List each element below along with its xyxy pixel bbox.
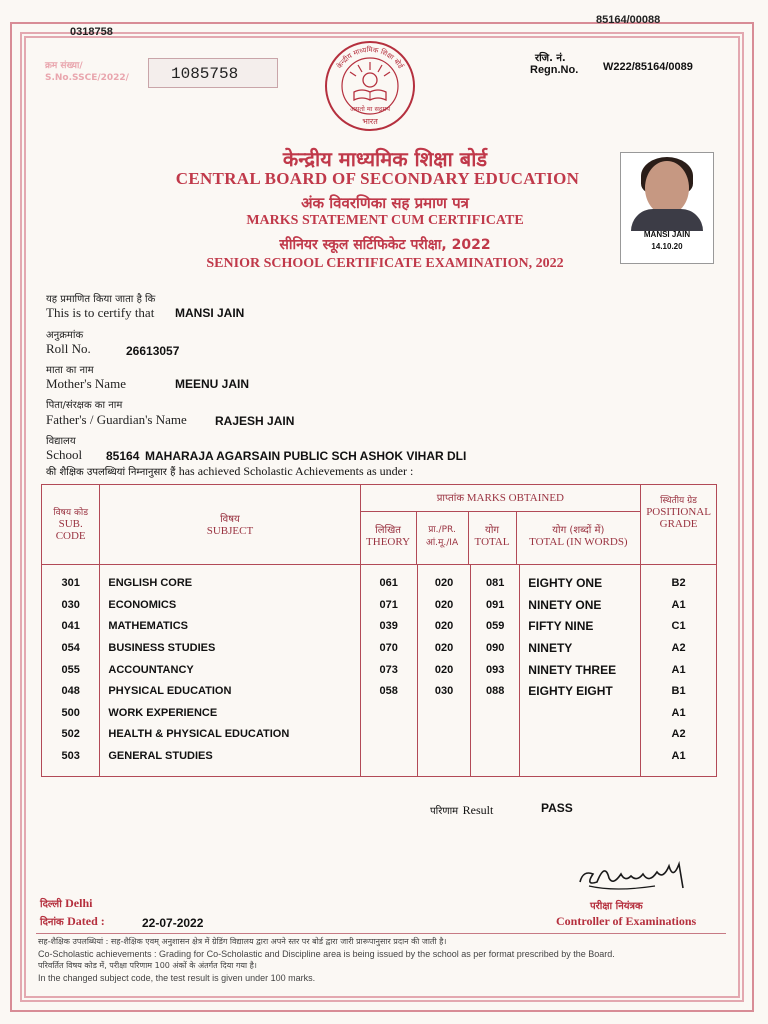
theory-marks: 039 [360, 616, 417, 638]
theory-marks: 071 [360, 594, 417, 616]
footer-line-1: सह-शैक्षिक उपलब्धियां : सह-शैक्षिक एवम् अनुशासन क्षेत्र में ग्रेडिंग विद्यालय द्वारा अपने स्तर पर बोर्ड द्वारा जारी प्रारूपानुसार प्रदान की जाती है। [38, 937, 447, 946]
total-in-words [520, 702, 641, 724]
total-marks: 091 [471, 594, 520, 616]
header-grade: स्थितीय ग्रेड POSITIONAL GRADE [641, 485, 717, 565]
subject-name: ECONOMICS [100, 594, 360, 616]
header-code: विषय कोड SUB. CODE [42, 485, 100, 565]
subject-name: BUSINESS STUDIES [100, 637, 360, 659]
header-subject: विषय SUBJECT [100, 485, 360, 565]
theory-marks: 061 [360, 573, 417, 595]
achievement-label-hi: की शैक्षिक उपलब्धियां निम्नानुसार हैं [46, 467, 176, 478]
subject-code: 054 [42, 637, 100, 659]
table-row [42, 616, 717, 638]
practical-marks: 020 [417, 573, 470, 595]
subject-code: 500 [42, 702, 100, 724]
practical-marks: 020 [417, 616, 470, 638]
dated-value: 22-07-2022 [142, 916, 204, 930]
total-marks: 090 [471, 637, 520, 659]
positional-grade: B1 [641, 680, 717, 702]
certify-label-en: This is to certify that [46, 305, 155, 320]
serial-number-right: 85164/00088 [596, 14, 661, 26]
subject-name: MATHEMATICS [100, 616, 360, 638]
sno-value: 1085758 [148, 58, 278, 88]
subject-code: 503 [42, 745, 100, 767]
exam-title-hi: सीनियर स्कूल सर्टिफिकेट परीक्षा, 2022 [279, 237, 491, 253]
subject-code: 041 [42, 616, 100, 638]
subject-name: GENERAL STUDIES [100, 745, 360, 767]
subject-code: 502 [42, 724, 100, 746]
achievement-line [46, 464, 413, 479]
header-total: योग TOTAL [469, 512, 517, 564]
positional-grade: A1 [641, 659, 717, 681]
header-theory: लिखित THEORY [361, 512, 417, 564]
footer-line-4: In the changed subject code, the test result is given under 100 marks. [38, 973, 316, 983]
table-row [42, 702, 717, 724]
table-row [42, 724, 717, 746]
board-title-hi: केन्द्रीय माध्यमिक शिक्षा बोर्ड [282, 147, 488, 171]
practical-marks: 030 [417, 680, 470, 702]
theory-marks [360, 724, 417, 746]
emblem-bottom-text: भारत [362, 117, 378, 126]
school-label-en: School [46, 447, 83, 462]
achievement-label-en: has achieved Scholastic Achievements as under : [178, 464, 414, 478]
positional-grade: A1 [641, 702, 717, 724]
roll-label-hi: अनुक्रमांक [46, 330, 84, 341]
place-hi: दिल्ली [40, 899, 62, 910]
student-photo [620, 152, 714, 264]
positional-grade: C1 [641, 616, 717, 638]
total-marks [471, 724, 520, 746]
table-row [42, 594, 717, 616]
total-in-words: NINETY ONE [520, 594, 641, 616]
total-in-words [520, 745, 641, 767]
mother-label-hi: माता का नाम [46, 365, 94, 376]
statement-title-en: MARKS STATEMENT CUM CERTIFICATE [246, 213, 524, 228]
certify-label-hi: यह प्रमाणित किया जाता है कि [46, 294, 156, 305]
school-code: 85164 [106, 449, 140, 463]
theory-marks: 073 [360, 659, 417, 681]
footer-divider [36, 933, 726, 934]
theory-marks: 070 [360, 637, 417, 659]
father-name: RAJESH JAIN [215, 414, 295, 428]
exam-title-en: SENIOR SCHOOL CERTIFICATE EXAMINATION, 2022 [206, 256, 564, 271]
student-name: MANSI JAIN [175, 306, 245, 320]
table-row [42, 659, 717, 681]
subject-code: 055 [42, 659, 100, 681]
board-title-en: CENTRAL BOARD OF SECONDARY EDUCATION [175, 169, 580, 188]
footer-line-3: परिवर्तित विषय कोड में, परीक्षा परिणाम 100 अंकों के अंतर्गत दिया गया है। [38, 961, 257, 970]
subject-code: 301 [42, 573, 100, 595]
marks-table [41, 484, 717, 777]
father-label-en: Father's / Guardian's Name [46, 412, 187, 427]
subject-name: WORK EXPERIENCE [100, 702, 360, 724]
subject-name: ENGLISH CORE [100, 573, 360, 595]
theory-marks [360, 745, 417, 767]
subject-name: ACCOUNTANCY [100, 659, 360, 681]
regn-label-en: Regn.No. [530, 64, 579, 76]
practical-marks: 020 [417, 659, 470, 681]
total-in-words: EIGHTY EIGHT [520, 680, 641, 702]
subject-code: 030 [42, 594, 100, 616]
positional-grade: A1 [641, 594, 717, 616]
photo-name: MANSI JAIN [643, 230, 691, 239]
father-label-hi: पिता/संरक्षक का नाम [46, 400, 123, 411]
controller-signature [575, 852, 695, 894]
emblem-top-text: केन्द्रीय माध्यमिक शिक्षा बोर्ड [335, 45, 405, 71]
mother-label-en: Mother's Name [46, 376, 126, 391]
total-in-words: EIGHTY ONE [520, 573, 641, 595]
practical-marks: 020 [417, 637, 470, 659]
result-label-en: Result [462, 803, 494, 817]
result-label-hi: परिणाम [430, 806, 459, 817]
practical-marks [417, 745, 470, 767]
mother-name: MEENU JAIN [175, 377, 250, 391]
serial-number-left: 0318758 [70, 26, 113, 38]
emblem-motto: असतो मा सद्गमय [350, 105, 390, 113]
sno-label: क्रम संख्या/ S.No.SSCE/2022/ [45, 61, 129, 83]
photo-date: 14.10.20 [651, 242, 683, 251]
practical-marks [417, 724, 470, 746]
positional-grade: A2 [641, 637, 717, 659]
theory-marks: 058 [360, 680, 417, 702]
total-marks [471, 702, 520, 724]
total-in-words: NINETY [520, 637, 641, 659]
total-marks: 093 [471, 659, 520, 681]
header-practical: प्रा./PR. आं.मू./IA [417, 512, 469, 564]
footer-notes [38, 936, 728, 984]
total-marks [471, 745, 520, 767]
total-marks: 059 [471, 616, 520, 638]
total-marks: 081 [471, 573, 520, 595]
school-label-hi: विद्यालय [46, 436, 76, 447]
roll-label-en: Roll No. [46, 341, 91, 356]
header-total-words: योग (शब्दों में) TOTAL (IN WORDS) [529, 525, 628, 548]
subject-code: 048 [42, 680, 100, 702]
statement-title-hi: अंक विवरणिका सह प्रमाण पत्र [301, 194, 469, 212]
practical-marks [417, 702, 470, 724]
practical-marks: 020 [417, 594, 470, 616]
positional-grade: A2 [641, 724, 717, 746]
positional-grade: B2 [641, 573, 717, 595]
subject-name: PHYSICAL EDUCATION [100, 680, 360, 702]
theory-marks [360, 702, 417, 724]
subject-name: HEALTH & PHYSICAL EDUCATION [100, 724, 360, 746]
regn-label-hi: रजि. नं. [535, 53, 566, 64]
total-in-words: NINETY THREE [520, 659, 641, 681]
table-row [42, 680, 717, 702]
positional-grade: A1 [641, 745, 717, 767]
place-en: Delhi [65, 896, 93, 910]
dated-label: दिनांक Dated : [40, 914, 105, 928]
result-value: PASS [541, 801, 573, 815]
table-row [42, 637, 717, 659]
table-row [42, 573, 717, 595]
header-marks-obtained: प्राप्तांक MARKS OBTAINED लिखित THEORY प्रा./PR. आं.मू./IA योग TOTAL योग (शब्दों में) TOTAL (IN WORDS) [360, 485, 641, 565]
total-in-words: FIFTY NINE [520, 616, 641, 638]
cbse-emblem-icon [322, 38, 418, 134]
footer-line-2: Co-Scholastic achievements : Grading for Co-Scholastic and Discipline area is being issued by the school as per format prescribed by the Board. [38, 949, 615, 959]
table-row [42, 745, 717, 767]
controller-title-en: Controller of Examinations [556, 914, 697, 928]
regn-value: W222/85164/0089 [603, 61, 693, 73]
controller-title-hi: परीक्षा नियंत्रक [590, 901, 643, 912]
school-name: MAHARAJA AGARSAIN PUBLIC SCH ASHOK VIHAR DLI [145, 449, 467, 463]
total-in-words [520, 724, 641, 746]
result-line [430, 801, 493, 819]
total-marks: 088 [471, 680, 520, 702]
roll-number: 26613057 [126, 344, 180, 358]
place [40, 896, 92, 911]
